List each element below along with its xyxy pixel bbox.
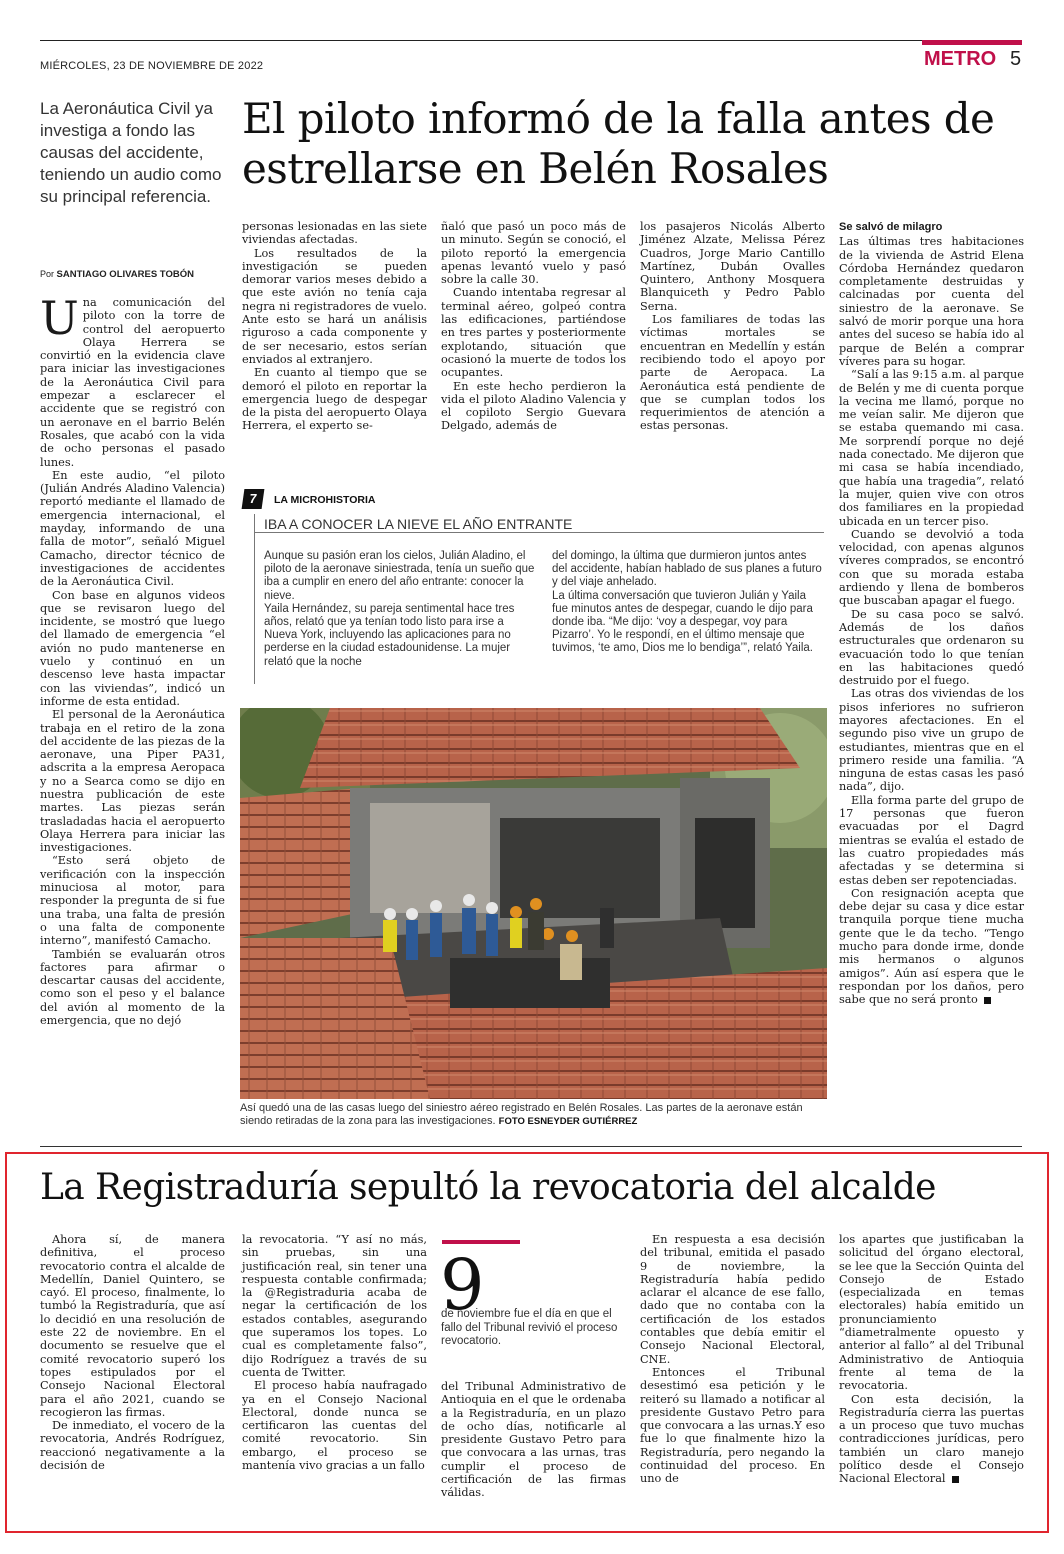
issue-date: MIÉRCOLES, 23 DE NOVIEMBRE DE 2022 [40,60,264,72]
article-2-column-3 [441,1380,626,1500]
paragraph: del Tribunal Administrativo de Antioquia en el que le ordenaba a la Registraduría, en un plazo de ocho días, notificarle al presidente Gustavo Petro para que convocara a las urnas, tras cumplir el proceso de certificación de las firmas válidas. [441,1380,626,1500]
paragraph: En este hecho perdieron la vida el piloto Aladino Valencia y el copiloto Sergio Guevara Delgado, además de [441,379,626,433]
paragraph: la revocatoria. “Y así no más, sin pruebas, sin una justificación real, sin tener una respuesta contable confirmada; la @Registraduria acaba de negar la certificación de los estados contables, asegurando que superamos los topes. Lo cual es completamente falso”, dijo Rodríguez a través de su cuenta de Twitter. [242,1233,427,1379]
paragraph: Con resignación acepta que debe dejar su casa y dice estar tranquila porque tiene mucha gente que le da techo. “Tengo mucho para donde irme, donde mis hermanos o algunos amigos”. Aún así espera que le respondan por los daños, pero sabe que no será pronto [839,886,1024,1007]
article-column-5 [839,221,1024,1007]
article-kicker: La Aeronáutica Civil ya investiga a fondo las causas del accidente, teniendo un audio como su principal referencia. [40,99,222,206]
byline-prefix: Por [40,269,55,279]
paragraph: ñaló que pasó un poco más de un minuto. Según se conoció, el piloto reportó la emergencia apenas levantó vuelo y pasó sobre la calle 30. [441,220,626,287]
paragraph: Con esta decisión, la Registraduría cierra las puertas a un proceso que tuvo muchas contradicciones jurídicas, pero también un claro manejo político desde el Consejo Nacional Electoral [839,1392,1024,1486]
end-mark [984,997,991,1004]
paragraph: Los resultados de la investigación se pueden demorar varios meses debido a que este avión no tenía caja negra ni registradores de vuelo. Ante esto se hará un análisis riguroso a cada componente y de ser necesario, estos serían enviados al extranjero. [242,246,427,366]
section-name: METRO [924,48,997,70]
page-number: 5 [1010,48,1022,70]
subheading: Se salvó de milagro [839,221,943,233]
paragraph: En respuesta a esa decisión del tribunal, emitida el pasado 9 de noviembre, la Registraduría había pedido aclarar el alcance de ese fallo, dado que no contaba con la certificación de los estados contables que debía emitir el Consejo Nacional Electoral, CNE. [640,1233,825,1366]
paragraph: De su casa poco se salvó. Además de los daños estructurales que ordenaron su evacuación todo lo que tenían en las habitaciones quedó destruido por el fuego. [839,607,1024,688]
paragraph: Ella forma parte del grupo de 17 personas que fueron evacuadas por el Dagrd mientras se evalúa el estado de las cuatro propiedades más afectadas y se determina si estas deben ser repotenciadas. [839,793,1024,887]
paragraph: Yaila Hernández, su pareja sentimental hace tres años, relató que ya tenían todo listo para irse a Nueva York, incluyendo las aplicaciones para no perderse en la ciudad estadounidense. La mujer relató que la noche [264,602,515,668]
top-rule [40,40,1022,41]
microhistoria-label: LA MICROHISTORIA [274,494,376,506]
microhistoria-column-2 [552,550,824,656]
photo-credit: FOTO ESNEYDER GUTIÉRREZ [498,1116,638,1127]
microhistoria-logo-icon: 7 [242,489,265,509]
news-photo-crash-site [240,708,827,1099]
microhistoria-title: IBA A CONOCER LA NIEVE EL AÑO ENTRANTE [264,516,573,532]
paragraph: También se evaluarán otros factores para afirmar o descartar causas del accidente, como son el peso y el balance del avión al momento de la emergencia, que no dejó [40,947,225,1028]
stat-number: 9 [440,1244,485,1326]
byline [40,269,194,280]
end-mark [952,1476,959,1483]
article-column-4 [640,220,825,433]
paragraph: Entonces el Tribunal desestimó esa petición y le reiteró su llamado a notificar al presidente Gustavo Petro para que convocara a las urnas.Y eso fue lo que finalmente hizo la Registraduría, pero negando la continuidad del proceso. En uno de [640,1365,825,1486]
paragraph: Las últimas tres habitaciones de la vivienda de Astrid Elena Córdoba Hernández quedaron completamente destruidas y calcinadas por cuenta del siniestro de la aeronave. Se salvó de morir porque una hora antes del suceso se había ido al parque de Belén a comprar víveres para su hogar. [839,235,1024,368]
microhistoria-rule [254,532,824,533]
paragraph: Con base en algunos videos que se revisaron luego del incidente, se mostró que luego del llamado de emergencia “el avión no pudo mantenerse en vuelo y continuó en un descenso leve hasta impactar con las viviendas”, indicó un informe de esta entidad. [40,588,225,708]
microhistoria-column-1 [264,550,540,669]
stat-text: de noviembre fue el día en que el fallo del Tribunal revivió el proceso revocatorio. [441,1308,618,1347]
paragraph: del domingo, la última que durmieron juntos antes del accidente, habían hablado de sus planes a futuro y del viaje anhelado. [552,550,822,589]
paragraph: “Salí a las 9:15 a.m. al parque de Belén y me di cuenta porque la vecina me llamó, porque no me veían salir. Me dijeron que se estaba quemando mi casa. Me sorprendí porque no dejé nada conectado. Me dijeron que mi casa se había incendiado, que había una tragedia”, relató la mujer, quien vive con otros dos familiares en la propiedad ubicada en un tercer piso. [839,368,1024,528]
article-column-3 [441,220,626,433]
article-2-column-5 [839,1233,1024,1486]
paragraph: Las otras dos viviendas de los pisos inferiores no sufrieron mayores afectaciones. En el segundo piso vive un grupo de estudiantes, mientras que en el primero reside una familia. “A ninguna de estas casas les pasó nada”, dijo. [839,687,1024,794]
section-divider [40,1146,1022,1147]
article-2-column-1 [40,1233,225,1472]
section-accent-bar [922,40,1022,45]
article-2-headline: La Registraduría sepultó la revocatoria del alcalde [40,1167,936,1208]
article-column-1 [40,291,225,1028]
paragraph: El personal de la Aeronáutica trabaja en el retiro de la zona del accidente de las piezas de la aeronave, una Piper PA31, adscrita a la empresa Aeropaca y no a Searca como se dijo en nuestra publicación de este martes. Las piezas serán trasladadas hacia el aeropuerto Olaya Herrera para iniciar las investigaciones. [40,708,225,855]
paragraph: “Esto será objeto de verificación con la inspección minuciosa al motor, para responder la pregunta de si fue una traba, una falta de presión o una falta de componente interno”, manifestó Camacho. [40,854,225,948]
paragraph: Aunque su pasión eran los cielos, Julián Aladino, el piloto de la aeronave siniestrada, tenía un sueño que iba a cumplir en enero del año entrante: conocer la nieve. [264,550,535,602]
paragraph: La última conversación que tuvieron Julián y Yaila fue minutos antes de despegar, cuando le dijo para donde iba. “Me dijo: ‘voy a despegar, voy para Pizarro’. Yo le respondí, en el último mensaje que tuvimos, ‘te amo, Dios me lo bendiga’”, relató Yaila. [552,589,814,655]
paragraph: En este audio, “el piloto (Julián Andrés Aladino Valencia) reportó mediante el llamado de emergencia internacional, el mayday, informando de una falla de motor”, señaló Miguel Camacho, director técnico de investigaciones de accidentes de la Aeronáutica Civil. [40,468,225,589]
paragraph: Los familiares de todas las víctimas mortales se encuentran en Medellín y están recibiendo todo el apoyo por parte de Aeropaca. La Aeronáutica está pendiente de que se cumplan todos los requerimientos de atención a estas personas. [640,313,825,433]
paragraph: Cuando intentaba regresar al terminal aéreo, golpeó contra las edificaciones, partiéndose en tres partes y posteriormente explotando, situación que ocasionó la muerte de todos los ocupantes. [441,286,626,380]
paragraph: los pasajeros Nicolás Alberto Jiménez Alzate, Melissa Pérez Cuadros, Jorge Mario Cantillo Martínez, Dubán Ovalles Quintero, Anthony Mosquera Blanquiceth y Pedro Pablo Serna. [640,220,825,313]
paragraph: personas lesionadas en las siete viviendas afectadas. [242,220,427,247]
drop-cap: U [40,291,79,345]
paragraph: los apartes que justificaban la solicitud del órgano electoral, se lee que la Sección Quinta del Consejo de Estado (especializada en temas electorales) había emitido un pronunciamiento “diametralmente opuesto y anterior al fallo” al del Tribunal Administrativo de Antioquia frente al tema de la revocatoria. [839,1233,1024,1393]
photo-caption [240,1102,827,1128]
article-2-column-2 [242,1233,427,1472]
article-column-2 [242,220,427,433]
caption-text: Así quedó una de las casas luego del siniestro aéreo registrado en Belén Rosales. Las partes de la aeronave están siendo retiradas de la zona para las investigaciones. [240,1102,803,1127]
paragraph: Cuando se devolvió a toda velocidad, con apenas algunos víveres comprados, se encontró con que su morada estaba ardiendo y llena de bomberos que buscaban apagar el fuego. [839,527,1024,608]
article-headline: El piloto informó de la falla antes de estrellarse en Belén Rosales [242,94,995,193]
paragraph: El proceso había naufragado ya en el Consejo Nacional Electoral, donde nunca se certificaron las cuentas del comité revocatorio. Sin embargo, el proceso se mantenía vivo gracias a un fallo [242,1379,427,1473]
article-2-column-4 [640,1233,825,1486]
paragraph: En cuanto al tiempo que se demoró el piloto en reportar la emergencia luego de despegar de la pista del aeropuerto Olaya Herrera, el experto se- [242,366,427,433]
byline-author: SANTIAGO OLIVARES TOBÓN [56,269,194,280]
paragraph: De inmediato, el vocero de la revocatoria, Andrés Rodríguez, reaccionó negativamente a la decisión de [40,1419,225,1473]
microhistoria-rule-vertical [254,514,255,684]
paragraph: na comunicación del piloto con la torre de control del aeropuerto Olaya Herrera se convirtió en la evidencia clave para iniciar las investigaciones de la Aeronáutica Civil para empezar a esclarecer el accidente que se registró con un aeronave en el barrio Belén Rosales, que acabó con la vida de ocho personas el pasado lunes. [40,296,225,469]
paragraph: Ahora sí, de manera definitiva, el proceso revocatorio contra el alcalde de Medellín, Daniel Quintero, se cayó. El proceso, finalmente, lo tumbó la Registraduría, que así lo decidió en una resolución de este 22 de noviembre. En el documento se resuelve que el comité revocatorio superó los topes estipulados por el Consejo Nacional Electoral para el año 2021, cuando se recogieron las firmas. [40,1233,225,1419]
